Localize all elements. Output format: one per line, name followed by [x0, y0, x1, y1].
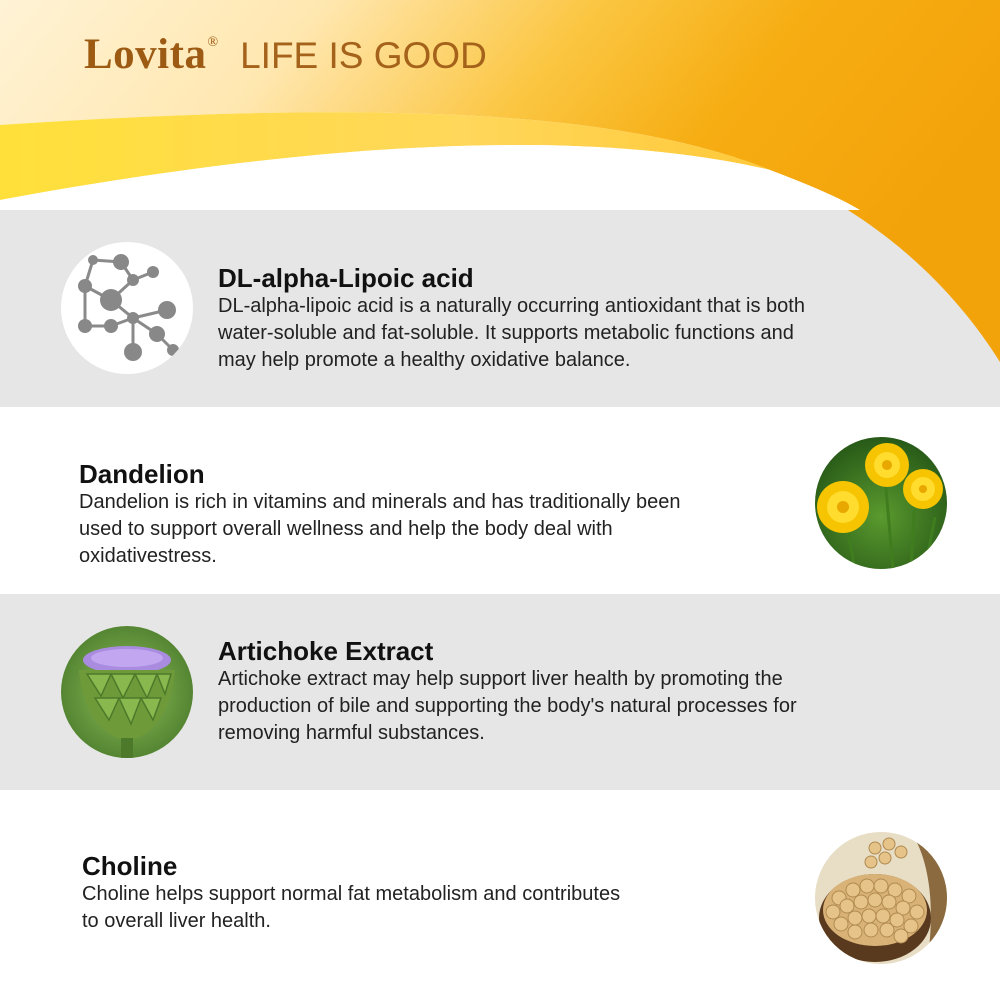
ingredient-artichoke	[218, 636, 938, 747]
ingredient-description-line: used to support overall wellness and help the body deal with	[79, 518, 613, 540]
brand-logo: Lovita	[84, 31, 207, 78]
ingredient-description-line: DL-alpha-lipoic acid is a naturally occurring antioxidant that is both	[218, 295, 805, 317]
ingredient-description-line: to overall liver health.	[82, 910, 271, 932]
ingredient-lipoic-acid	[218, 263, 938, 374]
ingredient-title: DL-alpha-Lipoic acid	[218, 263, 474, 293]
ingredient-description-line: water-soluble and fat-soluble. It supports metabolic functions and	[218, 322, 794, 344]
ingredient-title: Choline	[82, 851, 178, 881]
dandelion-image	[815, 437, 947, 569]
ingredient-description-line: oxidativestress.	[79, 545, 217, 567]
soybeans-image	[815, 832, 947, 964]
ingredient-description-line: removing harmful substances.	[218, 722, 485, 744]
brand-header	[84, 30, 487, 80]
molecule-icon	[61, 242, 193, 374]
ingredient-description-line: production of bile and supporting the body's natural processes for	[218, 695, 797, 717]
ingredient-choline	[82, 851, 782, 935]
brand-tagline: LIFE IS GOOD	[240, 35, 487, 76]
ingredient-dandelion	[79, 459, 799, 570]
ingredient-description-line: Dandelion is rich in vitamins and minerals and has traditionally been	[79, 491, 681, 513]
ingredient-description-line: may help promote a healthy oxidative balance.	[218, 349, 631, 371]
ingredient-description-line: Choline helps support normal fat metabolism and contributes	[82, 883, 621, 905]
ingredient-description-line: Artichoke extract may help support liver health by promoting the	[218, 668, 783, 690]
artichoke-image	[61, 626, 193, 758]
ingredient-title: Dandelion	[79, 459, 205, 489]
ingredient-title: Artichoke Extract	[218, 636, 434, 666]
registered-mark: ®	[207, 35, 219, 50]
